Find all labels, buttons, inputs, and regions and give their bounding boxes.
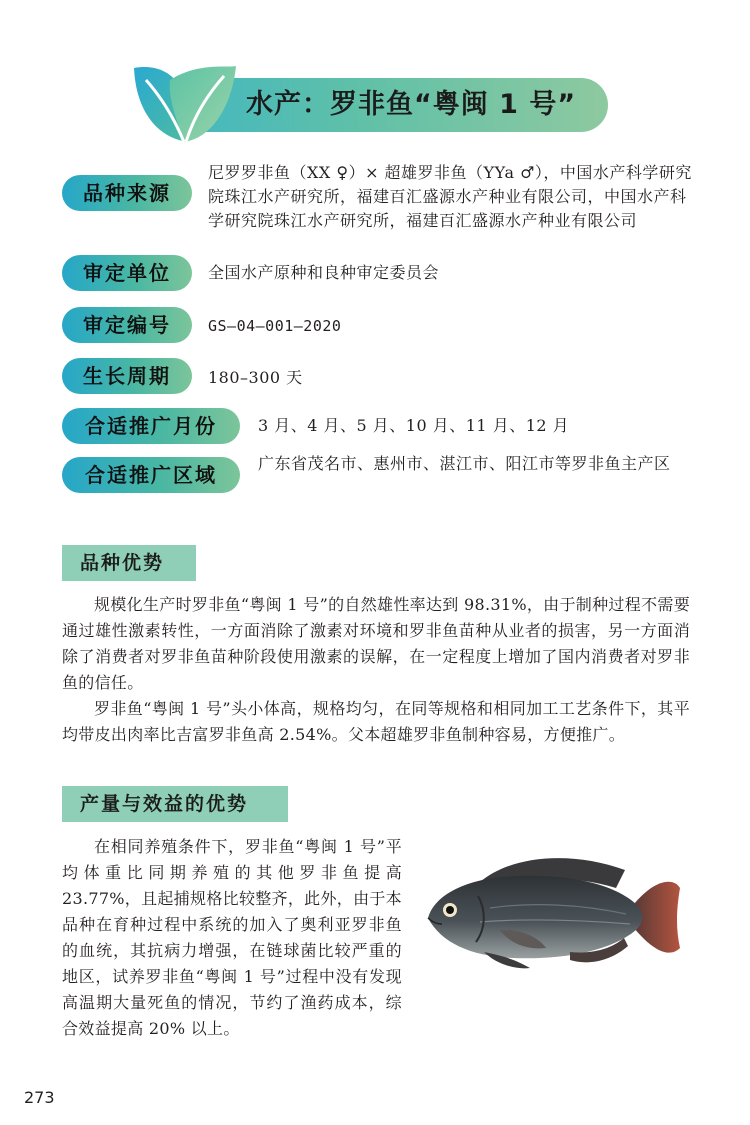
paragraph: 规模化生产时罗非鱼“粤闽 1 号”的自然雄性率达到 98.31%，由于制种过程不需要通过雄性激素转性，一方面消除了激素对环境和罗非鱼苗种从业者的损害，另一方面消除了消费者对罗非鱼苗种阶段使用激素的误解，在一定程度上增加了国内消费者对罗非鱼的信任。 (62, 595, 690, 692)
paragraph: 罗非鱼“粤闽 1 号”头小体高，规格均匀，在同等规格和相同加工工艺条件下，其平均带皮出肉率比吉富罗非鱼高 2.54%。父本超雄罗非鱼制种容易，方便推广。 (62, 699, 690, 744)
page-title: 水产：罗非鱼“粤闽 1 号” (246, 89, 577, 120)
label-growth-cycle: 生长周期 (62, 358, 192, 394)
value-approval-unit: 全国水产原种和良种审定委员会 (208, 263, 440, 282)
value-growth-cycle: 180–300 天 (208, 368, 303, 387)
leaf-icon (128, 58, 240, 150)
section-body-variety-advantage (62, 592, 690, 748)
label-approval-number: 审定编号 (62, 307, 192, 343)
paragraph: 在相同养殖条件下，罗非鱼“粤闽 1 号”平均体重比同期养殖的其他罗非鱼提高 23.77%，且起捕规格比较整齐，此外，由于本品种在育种过程中系统的加入了奥利亚罗非鱼的血统，其抗病力增强，在链球菌比较严重的地区，试养罗非鱼“粤闽 1 号”过程中没有发现高温期大量死鱼的情况，节约了渔药成本，综合效益提高 20% 以上。 (62, 837, 402, 1038)
value-promotion-months: 3 月、4 月、5 月、10 月、11 月、12 月 (258, 416, 570, 435)
tilapia-fish-image (420, 848, 682, 978)
label-approval-unit: 审定单位 (62, 255, 192, 291)
value-promotion-regions: 广东省茂名市、惠州市、湛江市、阳江市等罗非鱼主产区 (258, 454, 671, 473)
value-variety-source: 尼罗罗非鱼（XX ♀）× 超雄罗非鱼（YYa ♂），中国水产科学研究院珠江水产研究所，福建百汇盛源水产种业有限公司，中国水产科学研究院珠江水产研究所，福建百汇盛源水产种业有限公司 (208, 163, 692, 230)
section-heading-yield-benefit: 产量与效益的优势 (62, 786, 288, 822)
page-number: 273 (24, 1088, 55, 1107)
section-body-yield-benefit (62, 834, 402, 1042)
value-approval-number: GS–04–001–2020 (208, 317, 342, 335)
label-variety-source: 品种来源 (62, 175, 192, 211)
section-heading-variety-advantage: 品种优势 (62, 545, 196, 581)
label-promotion-regions: 合适推广区域 (62, 457, 240, 493)
label-promotion-months: 合适推广月份 (62, 408, 240, 444)
